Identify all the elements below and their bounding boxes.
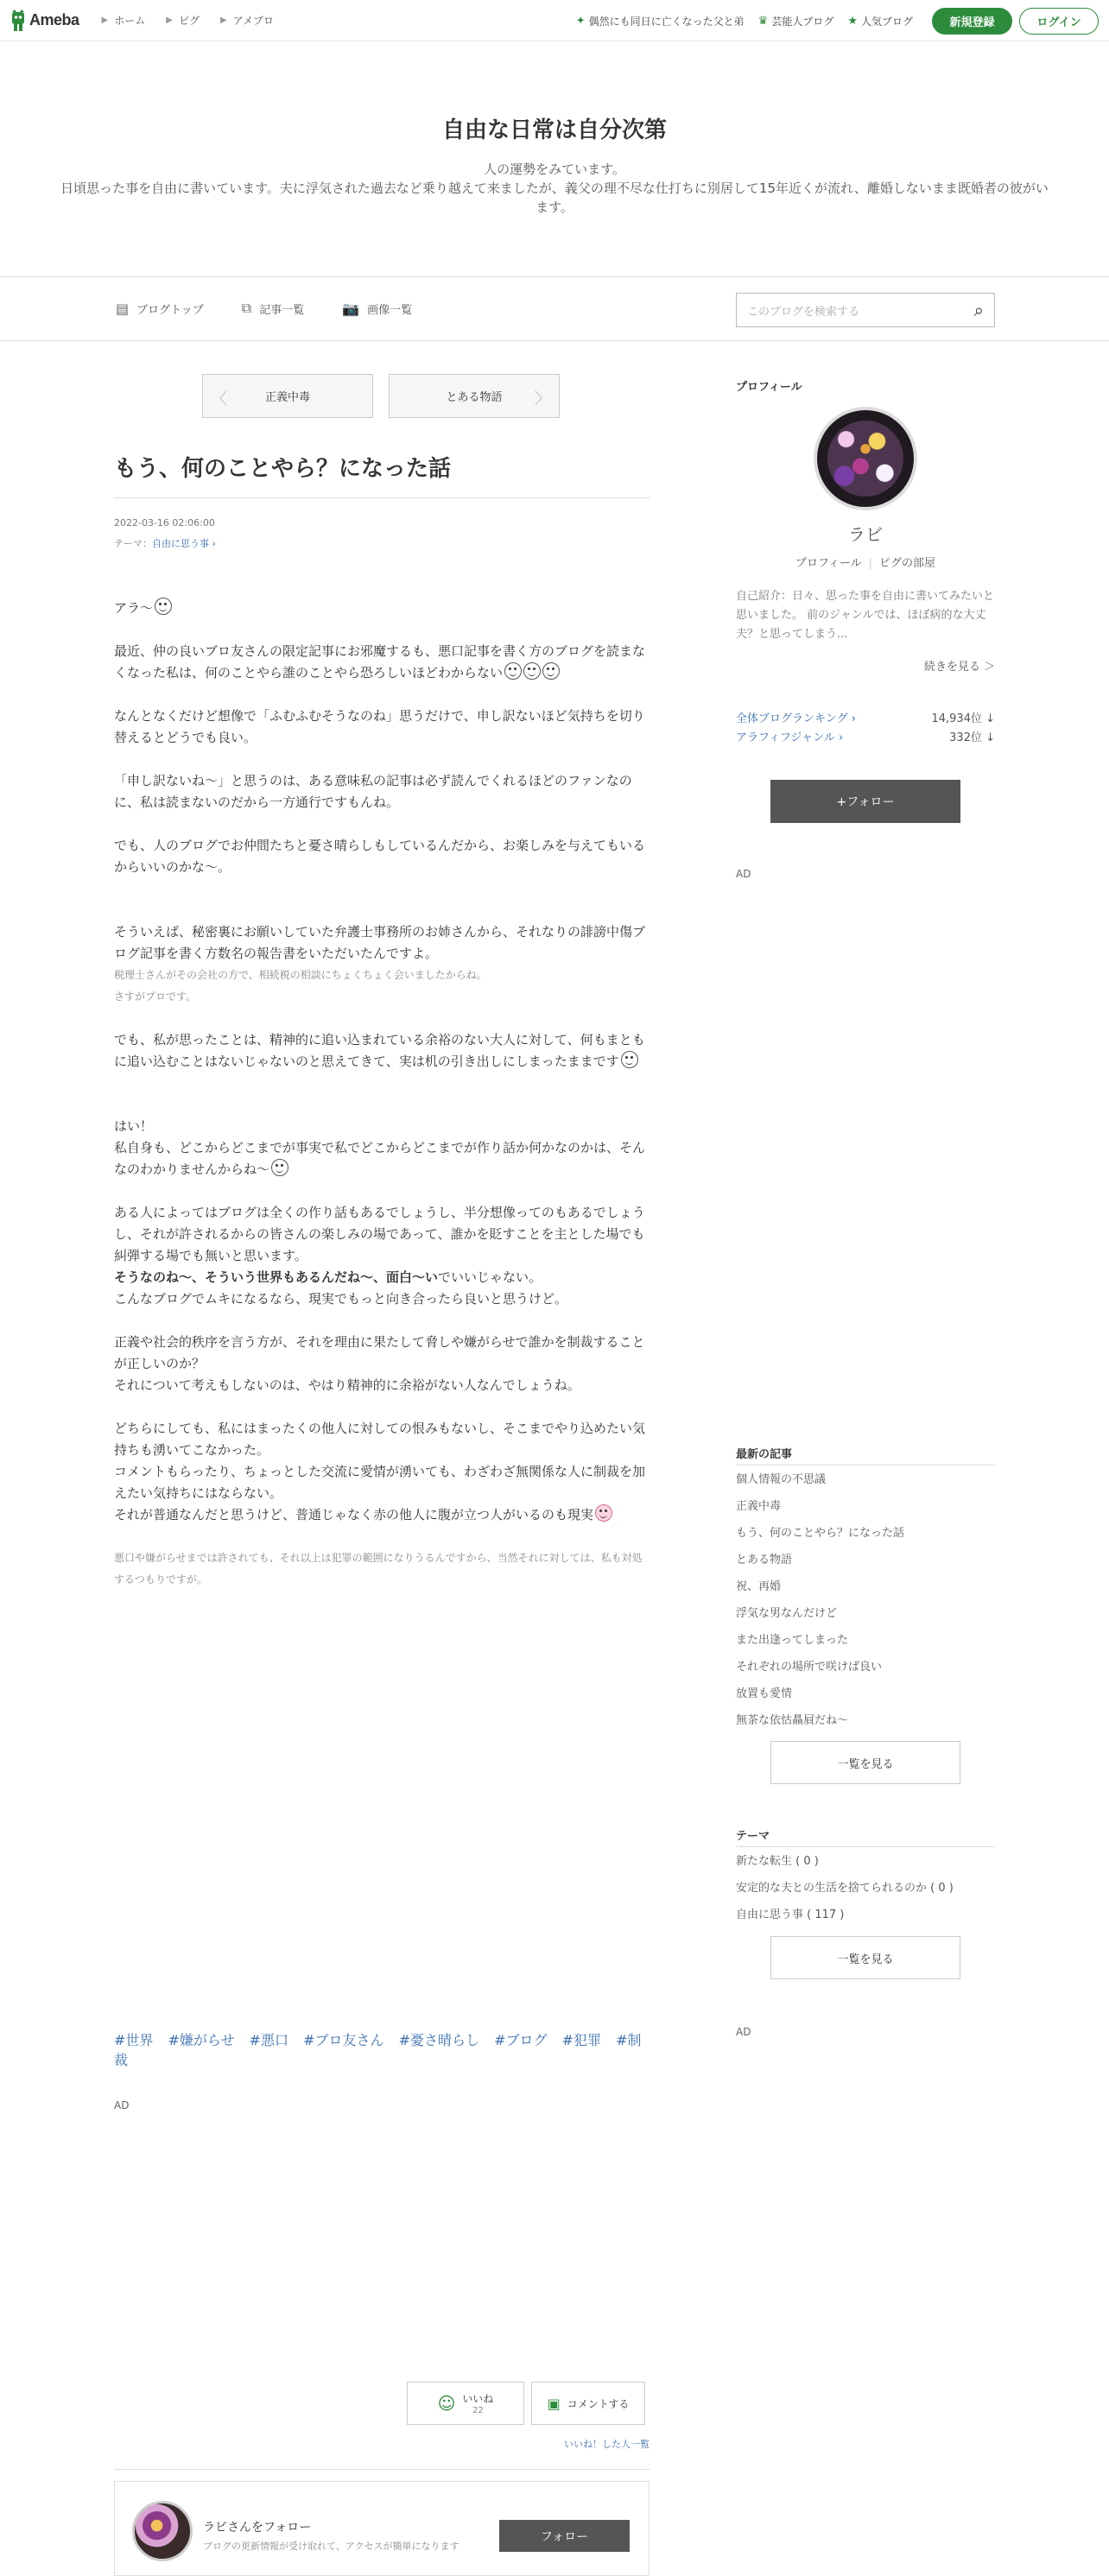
sparkle-icon: ✦ — [575, 15, 586, 28]
chevron-right-icon: ▶ — [101, 16, 109, 25]
chevron-right-icon: ▶ — [219, 16, 227, 25]
small-note: 悪口や嫌がらせまでは許されても、それ以上は犯罪の範囲になりうるんですから、当然それに対しては、私も対処するつもりですが。 — [114, 1552, 643, 1585]
hashtag[interactable]: #憂さ晴らし — [398, 2032, 479, 2048]
blog-header — [0, 41, 1109, 277]
blog-desc-line-1: 人の運勢をみています。 — [484, 161, 625, 177]
next-entry-button[interactable] — [389, 374, 560, 418]
surprised-emoji-icon — [155, 598, 172, 615]
laughing-emoji-icon — [523, 662, 541, 680]
comment-button[interactable] — [531, 2382, 645, 2425]
celebrity-blog-link[interactable] — [758, 14, 834, 28]
comment-label: コメントする — [567, 2397, 630, 2410]
nav-ameblo[interactable] — [210, 13, 284, 28]
paragraph — [114, 641, 650, 684]
follow-button[interactable]: フォロー — [499, 2520, 630, 2552]
divider — [114, 497, 650, 498]
like-button[interactable] — [407, 2382, 524, 2425]
paragraph-text: でも、私が思ったことは、精神的に追い込まれている余裕のない大人に対して、何もまともに追い込むことはないじゃないのと思えてきて、実は机の引き出しにしまったままです — [114, 1032, 645, 1069]
register-button[interactable]: 新規登録 — [932, 8, 1012, 35]
paragraph — [114, 598, 650, 619]
blog-top-label: ブログトップ — [136, 303, 204, 317]
profile-links — [736, 554, 995, 570]
profile-link[interactable]: プロフィール — [795, 557, 862, 570]
hashtag[interactable]: #制裁 — [114, 2032, 642, 2068]
image-list-label: 画像一覧 — [367, 303, 413, 317]
paragraph-text: でいいじゃない。 — [438, 1269, 542, 1285]
laughing-emoji-icon — [542, 662, 560, 680]
paragraph: なんとなくだけど想像で「ふむふむそうなのね」思うだけで、申し訳ないほど気持ちを切り替えるとどうでも良い。 — [114, 708, 645, 745]
chevron-right-icon: 〉 — [535, 390, 550, 408]
paragraph: そういえば、秘密裏にお願いしていた弁護士事務所のお姉さんから、それなりの誹謗中傷ブログ記事を書く方数名の報告書をいただいたんですよ。 — [114, 924, 646, 961]
list-item[interactable]: 正義中毒 — [736, 1500, 782, 1513]
login-button[interactable]: ログイン — [1019, 8, 1099, 35]
like-count: 22 — [472, 2406, 484, 2415]
list-item[interactable]: 浮気な男なんだけど — [736, 1607, 838, 1620]
profile-heading: プロフィール — [736, 381, 802, 394]
rank-total — [736, 709, 995, 725]
separator: | — [868, 557, 873, 570]
hashtag[interactable]: #犯罪 — [561, 2032, 602, 2048]
entry-list-link[interactable] — [242, 300, 304, 317]
rank-total-label: 全体ブログランキング — [736, 712, 848, 725]
profile-name[interactable]: ラビ — [848, 524, 883, 545]
rank-total-value: 14,934位 ↓ — [931, 712, 995, 725]
list-item[interactable]: もう、何のことやら？になった話 — [736, 1527, 905, 1540]
like-label: いいね — [462, 2393, 494, 2405]
theme-prefix: テーマ： — [114, 538, 152, 549]
celebrity-blog-label: 芸能人ブログ — [771, 16, 834, 28]
hashtag[interactable]: #世界 — [114, 2032, 154, 2048]
paragraph: 「申し訳ないね〜」と思うのは、ある意味私の記事は必ず読んでくれるほどのファンなのに、私は読まないのだから一方通行ですもんね。 — [114, 773, 632, 810]
latest-entries-heading: 最新の記事 — [736, 1448, 793, 1461]
theme-link-label: 自由に思う事 — [152, 538, 209, 549]
global-nav — [92, 13, 284, 28]
prev-entry-label: 正義中毒 — [264, 391, 310, 404]
entry-theme — [114, 536, 216, 550]
rank-genre — [736, 728, 995, 744]
follow-card-description: ブログの更新情報が受け取れて、アクセスが簡単になります — [203, 2541, 459, 2552]
hashtag-list — [114, 2029, 650, 2069]
main-content — [0, 341, 1109, 2552]
rank-genre-value: 332位 ↓ — [949, 731, 995, 744]
paragraph: コメントもらったり、ちょっとした交流に愛情が湧いても、わざわざ無関係な人に制裁を加えたい気持ちにはならない。 — [114, 1464, 646, 1501]
list-item[interactable]: 安定的な夫との生活を捨てられるのか ( 0 ) — [736, 1882, 954, 1895]
ad-label: AD — [736, 868, 751, 880]
rank-total-link[interactable]: 全体ブログランキング › — [736, 712, 856, 725]
hashtag[interactable]: #ブロ友さん — [303, 2032, 384, 2048]
latest-entries-list — [736, 1466, 995, 1734]
list-item[interactable]: 自由に思う事 ( 117 ) — [736, 1908, 845, 1921]
hashtag[interactable]: #嫌がらせ — [168, 2032, 235, 2048]
theme-more-button[interactable]: 一覧を見る — [770, 1936, 960, 1979]
liked-users-link[interactable]: いいね！した人一覧 — [564, 2439, 650, 2450]
list-item[interactable]: それぞれの場所で咲けば良い — [736, 1661, 883, 1674]
list-item[interactable]: 個人情報の不思議 — [736, 1473, 827, 1486]
search-icon[interactable]: ⌕ — [973, 300, 984, 320]
small-note: さすがプロです。 — [114, 991, 197, 1003]
list-item[interactable]: 祝、再婚 — [736, 1580, 782, 1593]
star-icon: ★ — [847, 15, 858, 28]
ameba-mascot-icon — [10, 9, 26, 32]
paragraph: 正義や社会的秩序を言う方が、それを理由に果たして脅しや嫌がらせで誰かを制裁することが正しいのか？ — [114, 1334, 645, 1371]
ameba-logo[interactable] — [10, 9, 79, 32]
paragraph: それについて考えもしないのは、やはり精神的に余裕がない人なんでしょうね。 — [114, 1377, 580, 1393]
blog-top-link[interactable] — [116, 300, 204, 317]
popular-blog-label: 人気ブログ — [860, 16, 913, 28]
chevron-left-icon: 〈 — [212, 390, 227, 408]
nav-home[interactable] — [92, 13, 156, 28]
ad-label: AD — [114, 2099, 130, 2111]
list-item[interactable]: また出逢ってしまった — [736, 1634, 849, 1647]
popular-blog-link[interactable] — [847, 14, 913, 28]
next-entry-label: とある物語 — [446, 391, 503, 404]
search-placeholder: このブログを検索する — [747, 305, 860, 319]
copy-icon: ⧉ — [241, 300, 252, 316]
list-item[interactable]: 放置も愛情 — [736, 1687, 793, 1700]
follow-card — [114, 2481, 650, 2576]
paragraph — [114, 1029, 650, 1073]
document-icon: ▤ — [116, 300, 130, 317]
prev-entry-button[interactable] — [202, 374, 373, 418]
paragraph: でも、人のブログでお仲間たちと憂さ晴らしもしているんだから、お楽しみを与えてもいるからいいのかな～。 — [114, 838, 646, 875]
avatar[interactable] — [132, 2501, 193, 2561]
comment-icon: ▣ — [547, 2395, 561, 2412]
global-header — [0, 0, 1109, 41]
paragraph-text: アラ〜 — [114, 600, 154, 616]
sidebar-follow-button[interactable]: +フォロー — [770, 780, 960, 823]
crown-icon: ♛ — [757, 15, 769, 28]
paragraph — [114, 1137, 650, 1180]
paragraph-text: それが普通なんだと思うけど、普通じゃなく赤の他人に腹が立つ人がいるのも現実 — [114, 1507, 594, 1522]
angry-pig-emoji-icon — [595, 1504, 612, 1522]
grin-emoji-icon — [271, 1159, 288, 1176]
logo-text: Ameba — [29, 11, 79, 28]
nav-pig[interactable] — [155, 13, 210, 28]
entry-pager — [202, 374, 560, 418]
entry-title[interactable]: もう、何のことやら？になった話 — [114, 456, 452, 482]
blog-description — [58, 160, 1051, 217]
theme-link[interactable]: 自由に思う事 › — [152, 538, 216, 549]
theme-list — [736, 1848, 995, 1928]
hashtag[interactable]: #悪口 — [249, 2032, 288, 2048]
profile-intro: 自己紹介：日々、思った事を自由に書いてみたいと思いました。 前のジャンルでは、ほぼ病的な大丈夫？と思ってしまう... — [736, 590, 995, 641]
image-list-link[interactable] — [342, 300, 412, 317]
ad-label: AD — [736, 2026, 751, 2038]
pig-room-link[interactable]: ピグの部屋 — [879, 557, 936, 570]
small-note: 税理士さんがその会社の方で、相続税の相談にちょくちょく会いましたからね。 — [114, 969, 487, 981]
divider — [114, 2469, 650, 2470]
theme-heading: テーマ — [736, 1830, 770, 1843]
header-right — [562, 8, 1099, 35]
profile-avatar[interactable] — [814, 407, 917, 510]
nav-pig-label: ピグ — [178, 15, 200, 27]
featured-link[interactable] — [576, 14, 745, 28]
paragraph: どちらにしても、私にはまったくの他人に対しての恨みもないし、そこまでやり込めたい気持ちも湧いてこなかった。 — [114, 1421, 646, 1458]
chevron-right-icon: ▶ — [166, 16, 173, 25]
follow-card-title: ラビさんをフォロー — [203, 2521, 312, 2535]
rank-genre-link[interactable]: アラフィフジャンル › — [736, 731, 844, 744]
paragraph: はい！ — [114, 1118, 154, 1134]
paragraph — [114, 1504, 650, 1526]
list-item[interactable]: 新たな転生 ( 0 ) — [736, 1855, 819, 1868]
blog-nav — [0, 277, 1109, 341]
paragraph — [114, 1267, 650, 1288]
paragraph-text: 最近、仲の良いブロ友さんの限定記事にお邪魔するも、悪口記事を書く方のブログを読まなくなった私は、何のことやら誰のことやら恐ろしいほどわからない — [114, 643, 646, 680]
laughing-emoji-icon — [504, 662, 522, 680]
paragraph: こんなブログでムキになるなら、現実でもっと向き合ったら良いと思うけど。 — [114, 1291, 568, 1307]
entry-list-label: 記事一覧 — [259, 303, 305, 317]
reaction-buttons — [407, 2382, 645, 2425]
nav-ameblo-label: アメブロ — [232, 15, 274, 27]
blog-title[interactable]: 自由な日常は自分次第 — [441, 117, 667, 143]
blog-search-input[interactable] — [736, 293, 995, 327]
blog-desc-line-2: 日頃思った事を自由に書いています。夫に浮気された過去など乗り越えて来ましたが、義父の理不尽な仕打ちに別居して15年近くが流れ、離婚しないまま既婚者の彼がいます。 — [60, 180, 1049, 215]
hashtag[interactable]: #ブログ — [494, 2032, 548, 2048]
divider — [736, 1846, 995, 1847]
paragraph-text: 私自身も、どこからどこまでが事実で私でどこからどこまでが作り話か何かなのかは、そんなのわかりませんからね～ — [114, 1140, 646, 1177]
like-text — [462, 2391, 493, 2415]
featured-link-label: 偶然にも同日に亡くなった父と弟 — [588, 16, 745, 28]
paragraph: ある人によってはブログは全くの作り話もあるでしょうし、半分想像ってのもあるでしょうし、それが許されるからの皆さんの楽しみの場であって、誰かを貶すことを主とした場でも糾弾する場でも無いと思います。 — [114, 1205, 645, 1263]
entry-date: 2022-03-16 02:06:00 — [114, 517, 215, 528]
smile-icon: ☺ — [437, 2393, 456, 2414]
smile-emoji-icon — [621, 1051, 638, 1068]
bold-text: そうなのね〜、そういう世界もあるんだね〜、面白〜い — [114, 1269, 439, 1285]
list-item[interactable]: 無茶な依怙贔屓だね〜 — [736, 1714, 849, 1727]
list-item[interactable]: とある物語 — [736, 1554, 793, 1566]
camera-icon: 📷 — [342, 300, 360, 317]
nav-home-label: ホーム — [114, 15, 146, 27]
latest-more-button[interactable]: 一覧を見る — [770, 1741, 960, 1784]
read-more-link[interactable]: 続きを見る ＞ — [923, 661, 995, 674]
rank-genre-label: アラフィフジャンル — [736, 731, 835, 744]
